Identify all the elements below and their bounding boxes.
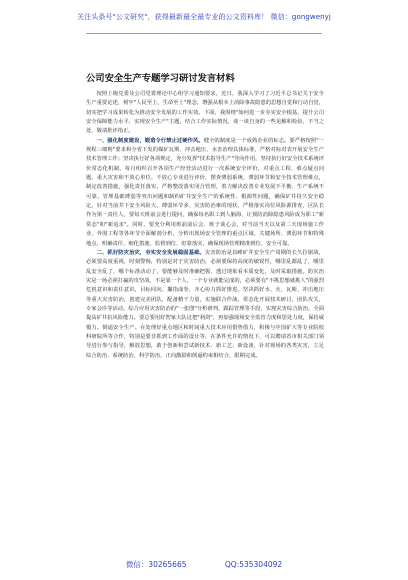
paragraph-section-1: [86, 137, 324, 249]
paragraph-intro-text: 按照上级党委及公司党委理论中心组学习通知要求，近日，我深入学习了习近平总书记关于安全生产重要论述，树牢"人民至上，生命至上"理念，增强从根本上消除事故隐患的思想自觉和行动自觉，切实把学习成果转化为推动安全发展的工作实效。下面，我围绕"如何进一步夯实安全根基，提升公司安全保障能力水平，实现安全生产"主题，结合工作实际情况，谈一谈自身的一些见解和检验，不当之处，敬请批评指正。: [86, 91, 324, 135]
section-2-heading: 二、抓好防灾治灾，夯实安全发展稳固基础。: [96, 249, 205, 256]
document-title: 公司安全生产专题学习研讨发言材料: [86, 73, 235, 84]
footer-wechat: 微信：30265665: [125, 560, 187, 569]
paragraph-section-2: [86, 249, 324, 361]
section-2-text: 灾害防治是县睡矿井安全生产周期的长久拉锯战，必须要高度重视，时刻警惕，特别是对于灾害防治，必须要保持高度的敏锐性，哪里乱都乱了，哪里乱安全乱了，哪个标准动动了，要能够及时准确把握，透过现象看本质变化，及时采取措施。防灾治灾是一场必须打赢的攻坚战，不是靠一个人、一个专业就能完成的，必须要有"不挑思想就挑人"的强烈危机意识和责任意识，目标同向、攥指成拳，齐心协力抓好推进。坚决抓好水、火、瓦斯、冲击地压等重大灾害防治，创建完美团队，配备精干力量，实施联合作战，常态化开展技术研讨，团队攻关，专家会诊等活动，综合应用灾害防治的"一张图"分析研判、跟踪管理等手段，实现灾害综合防治，全面提高矿井抗风险能力。要总要用好智家大队这把"利剑"，再加强现场安全监管力度和惩处力度，保持威慑力。倒逼安全生产。在处理好重点地区和时间重大技术应用借势借力，积极与中国矿大等专业院校科研院所等合作，特别是要非抓到工作面的设计等，在条件允许的情况下，可以聘请省市相关部门领导进行参与指导，解放思想，敢于创新和尝试新技术、新工艺、新设备，针对现场的各类灾害，立足综合防治、系统防治、科学防治，正向激励和倒逼约束相结合，限期完成。: [86, 249, 324, 359]
section-1-heading: 一、强化制度建设，锻造令行禁止过硬作风。: [96, 137, 204, 144]
section-1-text: 健全的制度是一个成熟企业的标志。要严格按照"一规程三细则"要求和全省下发的煤矿瓦斯、冲击地压、水害治理具体标准，严格对标对表开展安全生产技术管理工作；坚决执行好各项规定，充分发挥"技术指导生产"导向作用，坚持执行好安全技术系统评价常态化机制，每月组织召开各项生产经营活动进行一次系统安全评价，对重点工程、难点疑点问题、重大灾害和不放心单位、不放心专业进行评价，摆查薄弱系统、薄弱环节和安全技术管理难点，制定改善措施，强化责任落实。严格整改落实闭合管理，着力解决改善专业发展不平衡、生产系统不可靠、管理基础薄弱等突出问题和制约矿井安全生产的系统性、根源性问题，确保矿井持久安全稳定。针对当前井下安全风险大、薄弱环节多、灾害防治难的现状，严格落实岗位风险源排查、区队长作为第一责任人，要每天班前会进行提问，确保每名职工到人脑海，让预防消除隐患风险成为职工"新常态"和"新追求"。同时，要充分利用班前前后会、班子谈心会，对当前当天以及第二天现场施工作业、外围工程等各环节全面解剖分析，分析出现场安全管理的重点区域、关键场所、薄弱环节和特殊地点，明确责任、细化措施、监督到位、盯靠落实，确保现场管理精准到位、安全可靠。: [86, 137, 324, 247]
header-divider: [86, 33, 322, 34]
footer-qq: QQ:535304092: [224, 560, 283, 569]
paragraph-intro: [86, 90, 324, 137]
footer-contact: [0, 559, 408, 570]
header-banner: 关注头条号"公文研究"，获得最新最全最专业的公文资料库！ 微信：gongwenyj: [77, 13, 331, 21]
document-body: [86, 90, 324, 361]
